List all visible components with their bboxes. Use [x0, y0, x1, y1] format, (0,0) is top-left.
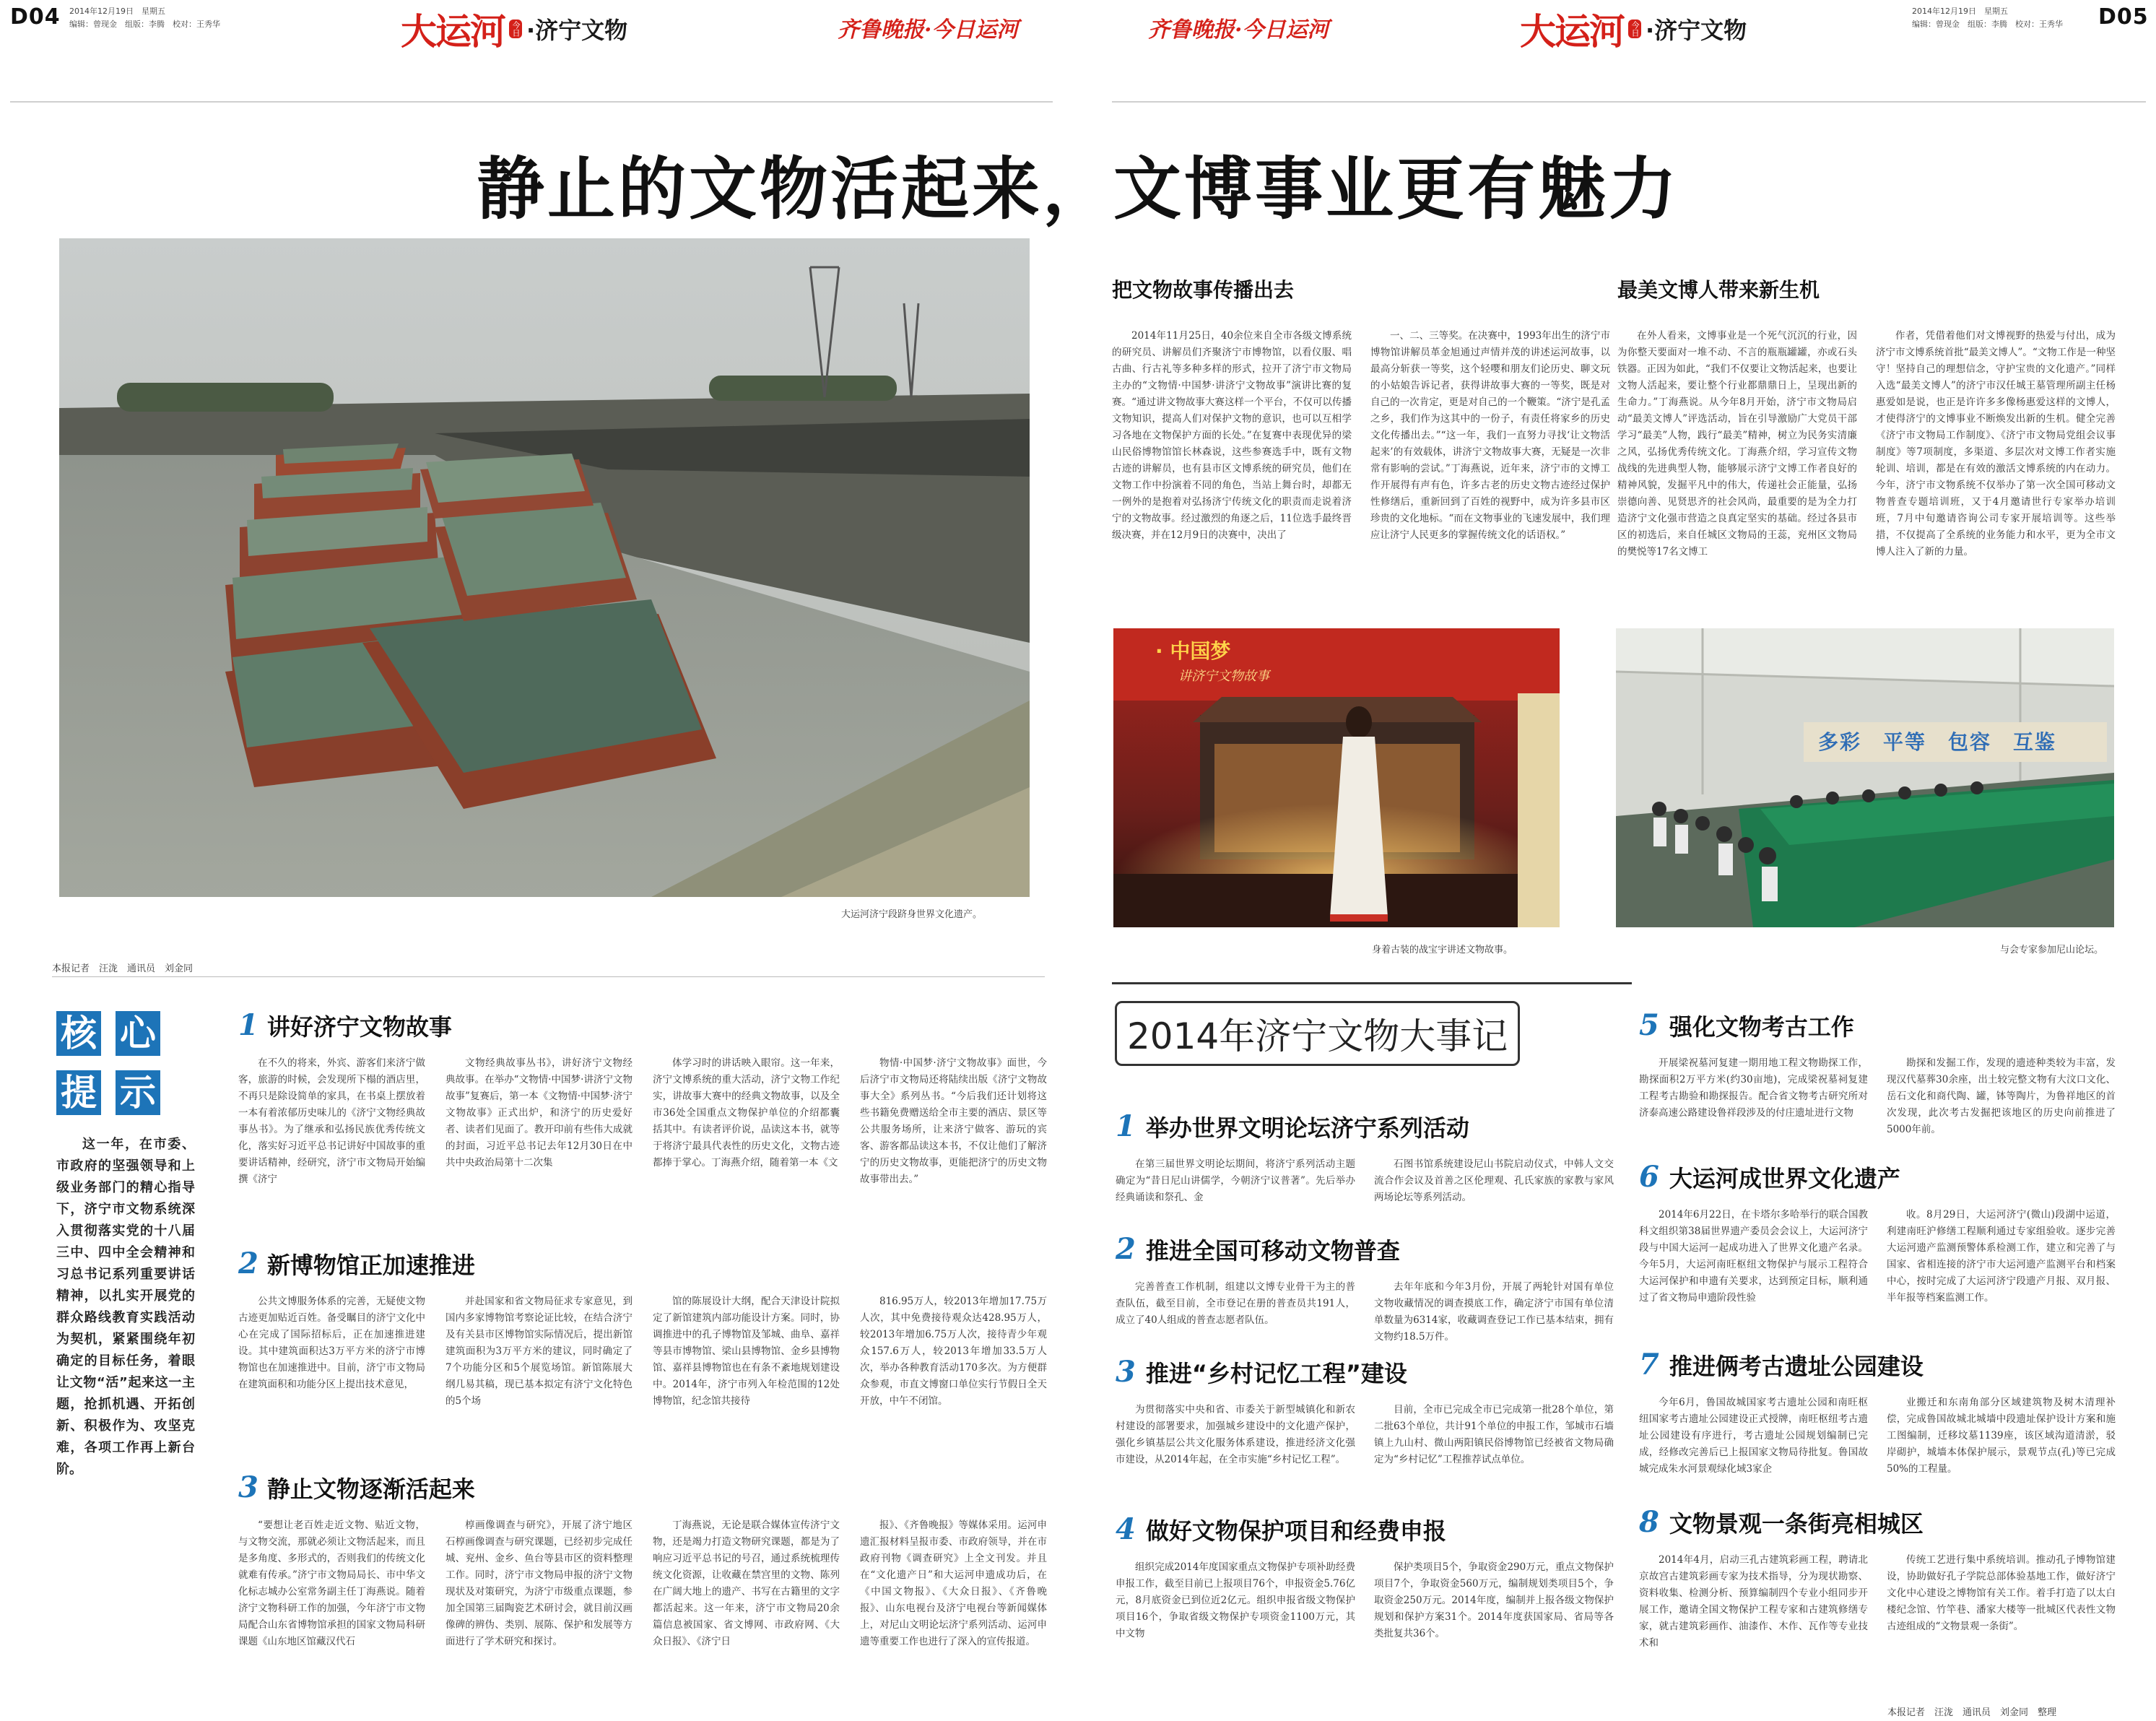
event-4-col-2: 保护类项目5个，争取资金290万元，重点文物保护项目7个，争取资金560万元，编制规划类项目5个，争取资金250万元。2014年度，编制并上报各级文物保护规划和保护方案31个。2014年度获国家局、省局等各类批复共36个。 [1374, 1561, 1614, 1639]
event-1-col-2: 石图书馆系统建设尼山书院启动仪式，中韩人文交流合作会议及首善之区伦理观、孔氏家族的家教与家风两场论坛等系列活动。 [1374, 1158, 1614, 1203]
left-section-3-col-1: “要想让老百姓走近文物、贴近文物，与文物交流，那就必须让文物活起来，而且是多角度、多形式的，否则我们的传统文化就难有传承。”济宁市文物局局长、市中华文化标志城办公室常务副主任丁海燕说。随着济宁文物科研工作的加强，今年济宁市文物局配合山东省博物馆承担的国家文物局科研课题《山东地区馆藏汉代石 [238, 1520, 425, 1647]
stage-photo-caption: 身着古装的战宝宇讲述文物故事。 [1372, 945, 1513, 955]
core-char-4: 示 [116, 1070, 160, 1115]
left-paper-name: 齐鲁晚报·今日运河 [838, 17, 1019, 43]
right-weekday: 星期五 [1984, 6, 2008, 16]
left-section-2-col-4: 816.95万人，较2013年增加17.75万人次，其中免费接待观众达428.95万人，较2013年增加6.75万人次，接待青少年观众157.6万人，较2013年增加33.5万人次，举办各种教育活动170多次。为方便群众参观，市直文博窗口单位实行节假日全天开放，中午不闭馆。 [860, 1296, 1047, 1407]
core-char-3: 提 [56, 1070, 101, 1115]
event-8-col-1: 2014年4月，启动三孔古建筑彩画工程，聘请北京故宫古建筑彩画专家为技术指导，分为现状勘察、资料收集、检测分析、预算编制四个专业小组同步开展工作，邀请全国文物保护工程专家和古建筑修缮专家，就古建筑彩画作、油漆作、木作、瓦作等专业技术和 [1639, 1554, 1868, 1649]
forum-photo-caption: 与会专家参加尼山论坛。 [2000, 945, 2104, 955]
right-brand-tag: 今日 [1628, 19, 1641, 38]
left-date-line [69, 6, 165, 17]
article-spread-stories-col-1: 2014年11月25日，40余位来自全市各级文博系统的研究员、讲解员们齐聚济宁市博物馆，以看仪服、唱古曲、行古礼等多种多样的形式，拉开了济宁市文物局主办的“文物情·中国梦·讲济宁文物故事”演讲比赛的复赛。“通过讲文物故事大赛这样一个平台，不仅可以传播文物知识，提高人们对保护文物的意识，也可以互相学习各地在文物保护方面的长处。”在复赛中表现优异的梁山民俗博物馆馆长林森说，这些参赛选手中，既有文物古迹的讲解员，也有县市区文博系统的研究员，他们在文物工作中扮演着不同的角色，当站上舞台时，却都无一例外的是抱着对弘扬济宁传统文化的职责而走说着济宁的文物故事。经过激烈的角逐之后，11位选手最终晋级决赛，并在12月9日的决赛中，决出了 [1112, 330, 1352, 541]
event-4-title: 做好文物保护项目和经费申报 [1145, 1517, 1446, 1545]
left-brand: 大运河 [401, 10, 505, 53]
event-5-col-1: 开展梁祝墓河复建一期用地工程文物勘探工作，勘探面积2万平方米(约30亩地)，完成梁祝墓祠复建工程考古勘验和勘探报告。配合省文物考古研究所对济泰高速公路建设鲁祥段涉及的付庄遗址进行文物 [1639, 1057, 1868, 1119]
event-8-col-2: 传统工艺进行集中系统培训。推动孔子博物馆建设，协助做好孔子学院总部体验基地工作，做好济宁文化中心建设之博物馆有关工作。着手打造了以太白楼纪念馆、竹竿巷、潘家大楼等一批城区代表性文物古迹组成的“文物景观一条街”。 [1887, 1554, 2116, 1632]
right-section-name: ·济宁文物 [1646, 17, 1747, 44]
forum-banner: 多彩 平等 包容 互鉴 [1818, 730, 2057, 754]
canal-photo [59, 238, 1030, 897]
event-3-number: 3 [1116, 1355, 1136, 1389]
left-section-3 [238, 1470, 1047, 1650]
event-5-number: 5 [1639, 1008, 1659, 1042]
article-spread-stories-col-2: 一、二、三等奖。在决赛中，1993年出生的济宁市博物馆讲解员革金旭通过声情并茂的讲述运河故事，以最高分斩获一等奖，这个轻嘤和朋友们论历史、聊文玩的小姑娘告诉记者，获得讲故事大赛的一等奖，既是对自己的一次肯定，更是对自己的一个鞭策。“济宁是孔孟之乡，我们作为这其中的一份子，有责任将家乡的历史文化传播出去。”“这一年，我们一直努力寻找‘让文物活起来’的有效载体，讲济宁文物故事大赛，无疑是一次非常有影响的尝试。”丁海燕说，近年来，济宁市的文博工作开展得有声有色，许多古老的历史文物古迹经过保护性修缮后，重新回到了百姓的视野中，成为许多县市区珍贵的文化地标。“而在文物事业的飞速发展中，我们理应让济宁人民更多的掌握传统文化的话语权。” [1370, 330, 1610, 541]
core-char-1: 核 [56, 1011, 101, 1056]
right-date: 2014年12月19日 [1912, 6, 1976, 16]
left-section-1-title: 讲好济宁文物故事 [266, 1013, 452, 1041]
event-6-number: 6 [1639, 1160, 1659, 1194]
canal-photo-caption: 大运河济宁段跻身世界文化遗产。 [841, 909, 983, 920]
event-2 [1116, 1232, 1614, 1345]
article-best-curators [1617, 274, 2116, 560]
forum-photo [1616, 628, 2114, 927]
right-brand-block [1520, 3, 1747, 55]
left-section-1-col-4: 物情·中国梦·济宁文物故事》面世，今后济宁市文物局还将陆续出版《济宁文物故事大全》系列丛书。“今后我们还计划将这些书籍免费赠送给全市主要的酒店、景区等公共服务场所，让来济宁做客、游玩的宾客、游客都品读这本书，不仅让他们了解济宁的历史文物故事，更能把济宁的历史文物故事带出去。” [860, 1057, 1047, 1185]
event-2-col-2: 去年年底和今年3月份，开展了两轮针对国有单位文物收藏情况的调查摸底工作，确定济宁市国有单位清单数量为6314家，收藏调查登记工作已基本结束，拥有文物约18.5万件。 [1374, 1281, 1614, 1343]
stage-banner-subtitle: 讲济宁文物故事 [1178, 669, 1269, 684]
stage-photo [1113, 628, 1560, 927]
right-header-rule [1112, 101, 2146, 103]
left-editors: 编辑：曾现金 组版：李腾 校对：王秀华 [69, 19, 220, 29]
article-best-curators-col-1: 在外人看来，文博事业是一个死气沉沉的行业，因为你整天要面对一堆不动、不言的瓶瓶罐罐，亦或石头铁器。正因为如此，“我们不仅要让文物活起来，也要让文物人活起来，要让整个行业都鼎鼎日上，呈现出新的生命力。”丁海燕说。从今年8月开始，济宁市文物局启动“最美文博人”评选活动，旨在引导激励广大党员干部学习“最美”人物，践行“最美”精神，树立为民务实清廉之风，弘扬优秀传统文化。丁海燕介绍，学习宣传文物战线的先进典型人物，能够展示济宁文博工作者良好的精神风貌，发掘平凡中的伟大，传递社会正能量，弘扬崇德向善、见贤思齐的社会风尚，最重要的是为全力打造济宁文化强市营造之良真定坚实的基础。经过各县市区的初选后，来自任城区文物局的王蕊，兖州区文物局的樊悦等17名文博工 [1617, 330, 1857, 558]
event-5 [1639, 1008, 2116, 1138]
left-section-2 [238, 1247, 1047, 1410]
event-2-title: 推进全国可移动文物普查 [1145, 1237, 1400, 1265]
left-brand-block [401, 3, 627, 55]
left-section-3-col-3: 丁海燕说，无论是联合媒体宣传济宁文物，还是竭力打造文物研究课题，都是为了响应习近平总书记的号召，通过系统梳理传统文化资源，让收藏在禁宫里的文物、陈列在广阔大地上的遗产、书写在古籍里的文字都活起来。这一年来，济宁市文物局20余篇信息被国家、省文博网、市政府网、《大众日报》、《济宁日 [653, 1520, 840, 1647]
left-section-2-col-2: 并赴国家和省文物局征求专家意见，到国内多家博物馆考察论证比较，在结合济宁及有关县市区博物馆实际情况后，提出新馆建筑面积为3万平方米的建议，同时确定了7个功能分区和5个展览场馆。新馆陈展大纲几易其稿，现已基本拟定有济宁文化特色的5个场 [445, 1296, 633, 1407]
event-6 [1639, 1160, 2116, 1306]
event-8-title: 文物景观一条街亮相城区 [1669, 1510, 1924, 1538]
event-3 [1116, 1355, 1614, 1468]
left-brand-tag: 今日 [509, 19, 522, 38]
event-3-col-2: 目前，全市已完成全市已完成第一批28个单位，第二批63个单位，共计91个单位的申报工作，邹城市石墙镇上九山村、微山两阳镇民俗博物馆已经被省文物局确定为“乡村记忆”工程推荐试点单位。 [1374, 1404, 1614, 1465]
left-weekday: 星期五 [142, 6, 165, 16]
core-highlights [56, 1011, 195, 1481]
left-section-2-number: 2 [238, 1247, 258, 1280]
left-section-2-col-3: 馆的陈展设计大纲，配合天津设计院拟定了新馆建筑内部功能设计方案。同时，协调推进中的孔子博物馆及邹城、曲阜、嘉祥等县市博物馆、梁山县博物馆、金乡县博物馆、嘉祥县博物馆也在有条不紊地规划建设中。2014年，济宁市列入年检范围的12处博物馆，纪念馆共接待 [653, 1296, 840, 1407]
byline-left: 本报记者 汪泷 通讯员 刘金同 [52, 963, 194, 974]
events-title: 2014年济宁文物大事记 [1115, 1001, 1520, 1066]
event-4-col-1: 组织完成2014年度国家重点文物保护专项补助经费申报工作，截至目前已上报项目76个，申报资金5.76亿元，8月底资金已到位近2亿元。组织申报省级文物保护项目16个，争取省级文物保护专项资金1100万元，其中文物 [1116, 1561, 1355, 1639]
left-section-1 [238, 1008, 1047, 1188]
event-4-number: 4 [1116, 1512, 1136, 1546]
event-1-col-1: 在第三届世界文明论坛期间，将济宁系列活动主题确定为“昔日尼山讲儒学，今朝济宁议普著”。先后举办经典诵读和祭孔、金 [1116, 1158, 1355, 1203]
event-5-title: 强化文物考古工作 [1669, 1013, 1854, 1041]
left-header-rule [10, 101, 1053, 103]
right-paper-name: 齐鲁晚报·今日运河 [1148, 17, 1329, 43]
event-6-col-2: 收。8月29日，大运河济宁(微山)段湖中运道，利建南旺沪修缮工程顺利通过专家组验收。逐步完善大运河遗产监测预警体系检测工作，建立和完善了与国家、省相连接的济宁市大运河遗产监测平台和档案中心，按时完成了大运河济宁段遗产月报、双月报、半年报等档案监测工作。 [1887, 1209, 2116, 1304]
event-2-col-1: 完善普查工作机制，组建以文博专业骨干为主的普查队伍，截至目前，全市登记在册的普查员共191人，成立了40人组成的普查志愿者队伍。 [1116, 1281, 1355, 1326]
event-5-col-2: 勘探和发掘工作，发现的遗迹种类较为丰富，发现汉代墓葬30余座，出土较完整文物有大汶口文化、岳石文化和商代陶、罐，钵等陶片，为鲁祥地区的首次发现，此次考古发掘把该地区的历史向前推进了5000年前。 [1887, 1057, 2116, 1135]
event-1 [1116, 1109, 1614, 1206]
article-best-curators-title: 最美文博人带来新生机 [1617, 278, 1820, 302]
left-section-3-number: 3 [238, 1470, 258, 1504]
article-best-curators-col-2: 作者，凭借着他们对文博视野的热爱与付出，成为济宁市文博系统首批“最美文博人”。“文物工作是一种坚守！坚持自己的理想信念，守护宝贵的文化遗产。”同样入选“最美文博人”的济宁市汉任城王墓管理所副主任杨惠爱如是说，也正是许许多多像杨惠爱这样的文博人，才使得济宁的文博事业不断焕发出新的生机。健全完善《济宁市文物局工作制度》、《济宁市文物局党组会议事制度》等7项制度，多渠道、多层次对文博工作者实施轮训、培训，都是在有效的激活文博系统的内在动力。今年，济宁市文物系统不仅举办了第一次全国可移动文物普查专题培训班，又于4月邀请世行专家举办培训班，7月中旬邀请咨询公司专家开展培训等。这些举措，不仅提高了全系统的业务能力和水平，更为全市文博人注入了新的力量。 [1876, 330, 2116, 558]
left-section-2-col-1: 公共文博服务体系的完善，无疑使文物古迹更加贴近百姓。备受瞩目的济宁文化中心在完成了国际招标后，正在加速推进建设。其中建筑面积达3万平方米的济宁市博物馆也在加速推进中。目前，济宁市文物局在建筑面积和功能分区上提出技术意见， [238, 1296, 425, 1390]
core-char-2: 心 [116, 1011, 160, 1056]
event-7-number: 7 [1639, 1348, 1659, 1382]
event-7-col-1: 今年6月，鲁国故城国家考古遗址公园和南旺枢纽国家考古遗址公园建设正式授牌，南旺枢纽考古遗址公园建设有序进行，考古遗址公园规划编制已完成，经修改完善后已上报国家文物局待批复。鲁国故城完成朱水河景观绿化域3家企 [1639, 1397, 1868, 1475]
left-section-3-col-4: 报》、《齐鲁晚报》等媒体采用。运河申遗汇报材料呈报市委、市政府领导，并在市政府刊物《调查研究》上全文刊发。并且在“文化遗产日”和大运河申遗成功后，在《中国文物报》、《大众日报》、《齐鲁晚报》、山东电视台及济宁电视台等新闻媒体上，对尼山文明论坛济宁系列活动、运河申遗等重要工作也进行了深入的宣传报道。 [860, 1520, 1047, 1647]
event-2-number: 2 [1116, 1232, 1136, 1266]
event-8 [1639, 1505, 2116, 1652]
article-spread-stories [1112, 274, 1610, 544]
byline-left-rule [52, 976, 1045, 977]
left-section-name: ·济宁文物 [526, 17, 628, 44]
headline: 静止的文物活起来，文博事业更有魅力 [476, 150, 1679, 229]
event-3-title: 推进“乡村记忆工程”建设 [1145, 1360, 1407, 1387]
left-section-3-title: 静止文物逐渐活起来 [266, 1475, 475, 1503]
event-4 [1116, 1512, 1614, 1642]
right-page-number: D05 [2098, 4, 2149, 30]
event-8-number: 8 [1639, 1505, 1659, 1539]
right-editors: 编辑：曾现金 组版：李腾 校对：王秀华 [1912, 19, 2063, 29]
event-1-title: 举办世界文明论坛济宁系列活动 [1145, 1114, 1469, 1142]
left-section-1-number: 1 [238, 1008, 258, 1042]
left-section-1-col-3: 体学习时的讲话映入眼帘。这一年来，济宁文博系统的重大活动，济宁文物工作纪实，讲故事大赛中的经典文物故事，以及全市36处全国重点文物保护单位的介绍都囊括其中。有读者评价说，品读这本书，就等于将济宁最具代表性的历史文化，文物古迹都捧于掌心。丁海燕介绍，随着第一本《文 [653, 1057, 840, 1169]
byline-right: 本报记者 汪泷 通讯员 刘金同 整理 [1887, 1707, 2057, 1718]
core-text: 这一年，在市委、市政府的坚强领导和上级业务部门的精心指导下，济宁市文物系统深入贯彻落实党的十八届三中、四中全会精神和习总书记系列重要讲话精神，以扎实开展党的群众路线教育实践活动为契机，紧紧围绕年初确定的目标任务，着眼让文物“活”起来这一主题，抢抓机遇、开拓创新、积极作为、攻坚克难，各项工作再上新台阶。 [56, 1137, 195, 1477]
event-3-col-1: 为贯彻落实中央和省、市委关于新型城镇化和新农村建设的部署要求，加强城乡建设中的文化遗产保护，强化乡镇基层公共文化服务体系建设，推进经济文化强市建设，从2014年起，在全市实施“乡村记忆工程”。 [1116, 1404, 1355, 1465]
event-7-title: 推进俩考古遗址公园建设 [1669, 1353, 1924, 1380]
event-6-title: 大运河成世界文化遗产 [1669, 1165, 1900, 1192]
event-1-number: 1 [1116, 1109, 1136, 1143]
right-date-line [1912, 6, 2008, 17]
event-7-col-2: 业搬迁和东南角部分区域建筑物及树木清理补偿，完成鲁国故城北城墙中段遗址保护设计方案和施工图编制，迁移坟墓1139座，该区域沟道清淤，驳岸砌护，城墙本体保护展示，景观节点(孔)等已完成50%的工程量。 [1887, 1397, 2116, 1475]
left-section-2-title: 新博物馆正加速推进 [266, 1252, 475, 1279]
left-date: 2014年12月19日 [69, 6, 134, 16]
stage-banner-title: · 中国梦 [1155, 639, 1231, 663]
left-section-3-col-2: 椁画像调查与研究》，开展了济宁地区石椁画像调查与研究课题，已经初步完成任城、兖州、金乡、鱼台等县市区的资料整理工作。同时，济宁市文物局申报的济宁文物现状及对策研究，为济宁市级重点课题，参加全国第三届陶瓷艺术研讨会，就目前汉画像碑的辨伪、类别、展陈、保护和发展等方面进行了学术研究和探讨。 [445, 1520, 633, 1647]
event-7 [1639, 1348, 2116, 1478]
article-spread-stories-title: 把文物故事传播出去 [1112, 278, 1295, 302]
right-brand: 大运河 [1520, 10, 1624, 53]
events-title-rule [1112, 982, 1632, 984]
left-section-1-col-1: 在不久的将来，外宾、游客们来济宁做客，旅游的时候，会发现所下榻的酒店里，不再只是除设简单的家具，在书桌上摆放着一本有着浓郁历史味儿的《济宁文物经典故事丛书》。为了继承和弘扬民族优秀传统文化，落实好习近平总书记讲好中国故事的重要讲话精神，经研究，济宁市文物局开始编撰《济宁 [238, 1057, 425, 1185]
left-section-1-col-2: 文物经典故事丛书》，讲好济宁文物经典故事。在举办“文物情·中国梦·讲济宁文物故事”复赛后，第一本《文物情·中国梦·济宁文物故事》正式出炉，和济宁的历史爱好者、读者们见面了。教开印前有些伟大成就的封面，习近平总书记去年12月30日在中共中央政治局第十二次集 [445, 1057, 633, 1169]
event-6-col-1: 2014年6月22日，在卡塔尔多哈举行的联合国教科文组织第38届世界遗产委员会会议上，大运河济宁段与中国大运河一起成功进入了世界文化遗产名录。今年5月，大运河南旺枢纽文物保护与展示工程符合大运河保护和申遗有关要求，达到预定目标，顺利通过了省文物局申遗阶段性验 [1639, 1209, 1868, 1304]
left-page-number: D04 [10, 4, 61, 30]
